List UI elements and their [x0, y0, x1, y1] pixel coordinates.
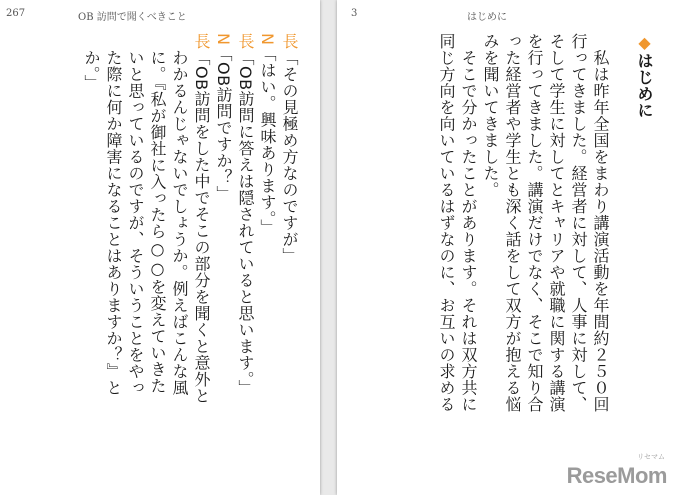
right-body-text: [435, 33, 655, 473]
dialogue-text: わかるんじゃないでしょうか。例えばこんな風: [170, 49, 189, 396]
dialogue-line: [278, 33, 300, 473]
dialogue-text: いと思っているのですが、そういうことをやっ: [126, 49, 145, 396]
speaker-label: [170, 33, 189, 50]
body-line: そして学生に対してとキャリアや就職に関する講演: [547, 33, 566, 413]
diamond-icon: ◆: [635, 33, 654, 53]
left-page: [0, 0, 320, 495]
body-line: 行ってきました。経営者に対して、人事に対して、: [569, 33, 588, 413]
speaker-label: 長: [192, 33, 211, 50]
dialogue-text: 「はい。興味あります。」: [258, 45, 277, 236]
speaker-label: [126, 33, 145, 50]
dialogue-text: か。」: [82, 49, 101, 91]
dialogue-line: [256, 33, 278, 473]
chapter-heading-label: はじめに: [635, 52, 654, 119]
speaker-label: 長: [280, 33, 299, 50]
dialogue-text: 「OB訪問をした中でそこの部分を聞くと意外と: [192, 49, 211, 405]
dialogue-line: [234, 33, 256, 473]
body-line: を行ってきました。講演だけでなく、そこで知り合: [525, 33, 544, 413]
dialogue-line: [124, 33, 146, 473]
speaker-label: [148, 33, 167, 50]
resemom-watermark: ReseMom: [566, 463, 667, 488]
body-line: 私は昨年全国をまわり講演活動を年間約２５０回: [591, 33, 610, 413]
dialogue-line: [190, 33, 212, 473]
dialogue-line: [212, 33, 234, 473]
dialogue-text: 「その見極め方なのですが」: [280, 49, 299, 264]
body-line: そこで分かったことがあります。それは双方共に: [459, 33, 478, 413]
right-page-number: 3: [351, 8, 358, 19]
dialogue-line: [146, 33, 168, 473]
dialogue-line: [168, 33, 190, 473]
body-line: みを聞いてきました。: [481, 33, 500, 198]
dialogue-text: た際に何か障害になることはありますか？』と: [104, 49, 123, 396]
spacer-line: [611, 33, 633, 473]
speaker-label: N: [214, 33, 233, 46]
watermark-kana: リセマム: [637, 453, 665, 461]
right-running-head: はじめに: [467, 12, 507, 23]
left-page-number: 267: [6, 8, 26, 19]
dialogue-text: 「OB訪問ですか？」: [214, 45, 233, 203]
chapter-heading: [633, 33, 655, 473]
dialogue-text: 「OB訪問に答えは隠されていると思います。」: [236, 49, 255, 397]
dialogue-text: に。『私が御社に入ったら○○を変えていきた: [148, 49, 167, 394]
speaker-label: [104, 33, 123, 50]
right-page: [337, 0, 673, 495]
left-body-text: [80, 33, 300, 473]
dialogue-line: [102, 33, 124, 473]
dialogue-line: [80, 33, 102, 473]
body-line: った経営者や学生とも深く話をして双方が抱える悩: [503, 33, 522, 413]
left-running-head: OB 訪問で聞くべきこと: [78, 12, 187, 23]
speaker-label: [82, 33, 101, 50]
speaker-label: 長: [236, 33, 255, 50]
speaker-label: N: [258, 33, 277, 46]
body-line: 同じ方向を向いているはずなのに、お互いの求める: [437, 33, 456, 413]
